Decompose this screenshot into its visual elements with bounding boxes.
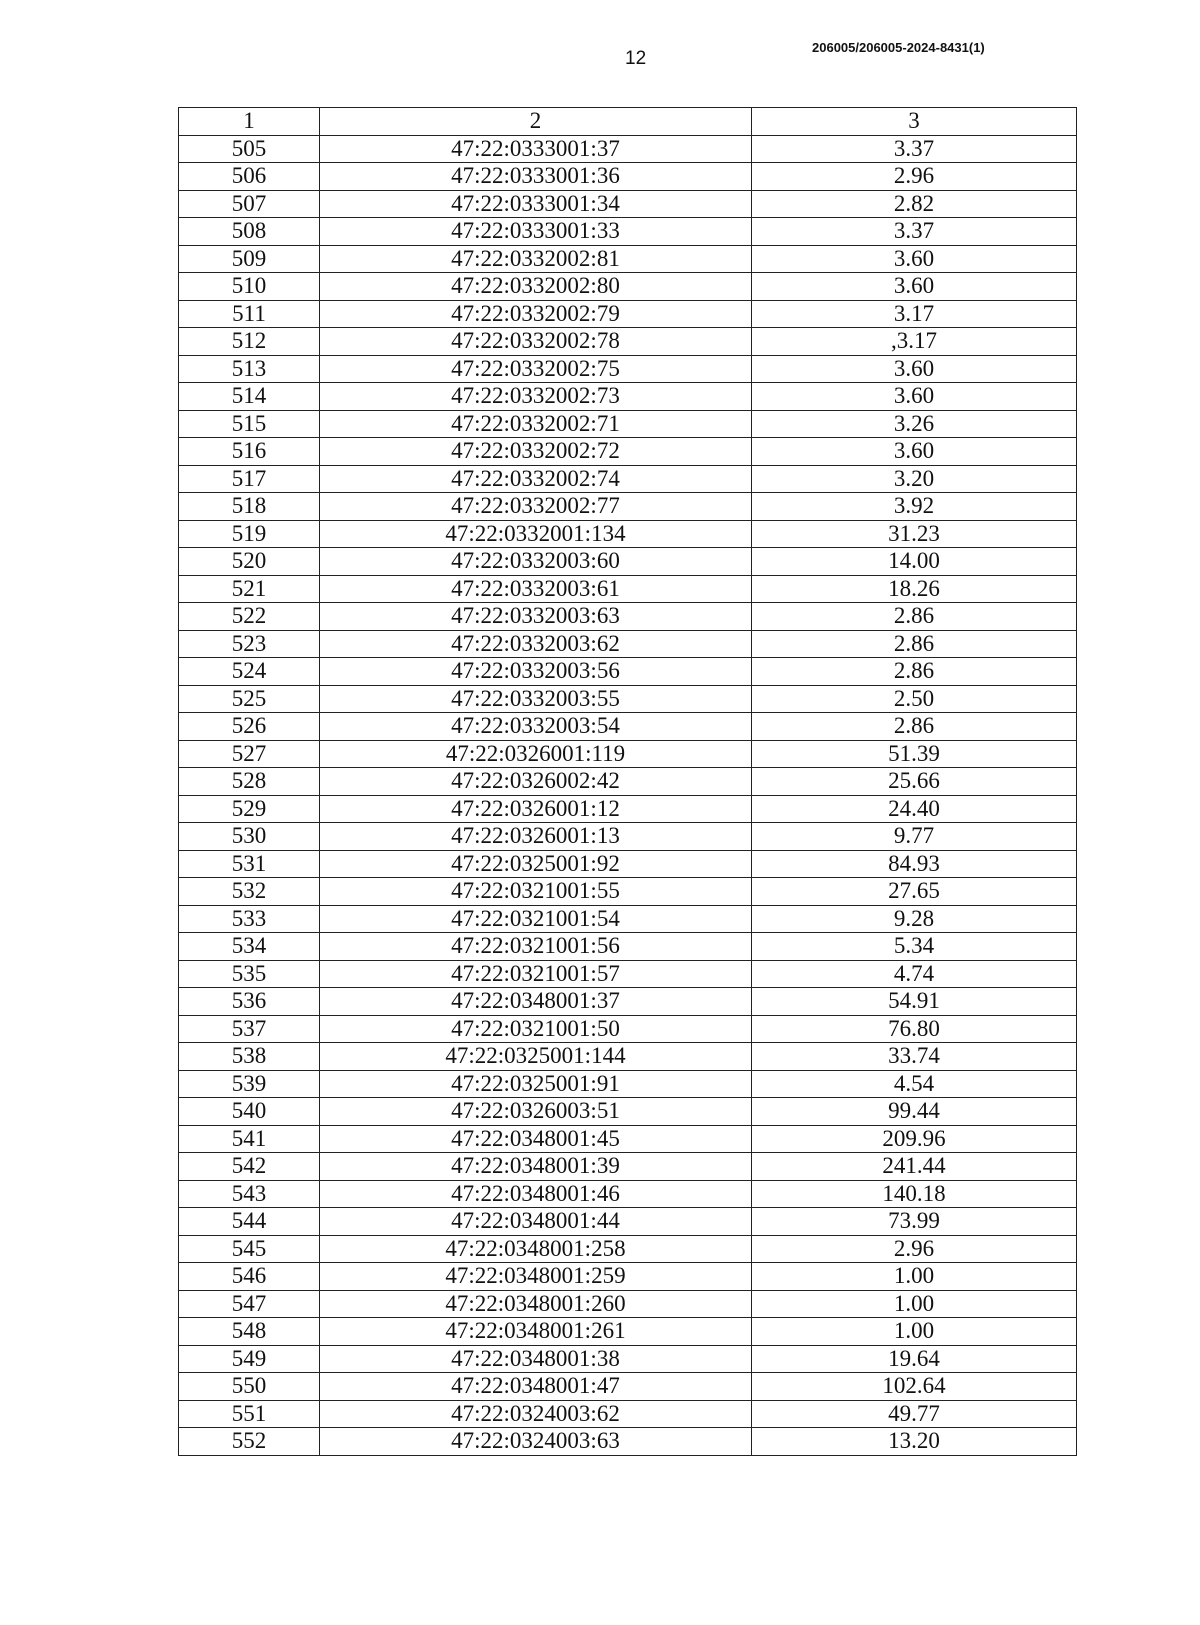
value-cell: 19.64	[752, 1345, 1077, 1373]
value-cell: 13.20	[752, 1428, 1077, 1456]
value-cell: 2.50	[752, 685, 1077, 713]
value-cell: 2.86	[752, 630, 1077, 658]
row-number-cell: 552	[179, 1428, 320, 1456]
row-number-cell: 520	[179, 548, 320, 576]
row-number-cell: 514	[179, 383, 320, 411]
table-row	[179, 1345, 1077, 1373]
cadastral-number-cell: 47:22:0321001:56	[320, 933, 752, 961]
row-number-cell: 551	[179, 1400, 320, 1428]
table-row	[179, 988, 1077, 1016]
table-row	[179, 630, 1077, 658]
cadastral-number-cell: 47:22:0348001:260	[320, 1290, 752, 1318]
value-cell: 3.37	[752, 218, 1077, 246]
row-number-cell: 507	[179, 190, 320, 218]
cadastral-number-cell: 47:22:0332003:63	[320, 603, 752, 631]
row-number-cell: 513	[179, 355, 320, 383]
row-number-cell: 508	[179, 218, 320, 246]
row-number-cell: 505	[179, 135, 320, 163]
value-cell: 3.60	[752, 355, 1077, 383]
table-row	[179, 410, 1077, 438]
table-row	[179, 1043, 1077, 1071]
cadastral-number-cell: 47:22:0325001:92	[320, 850, 752, 878]
row-number-cell: 511	[179, 300, 320, 328]
table-row	[179, 520, 1077, 548]
value-cell: 4.74	[752, 960, 1077, 988]
table-row	[179, 383, 1077, 411]
cadastral-number-cell: 47:22:0332003:56	[320, 658, 752, 686]
value-cell: 31.23	[752, 520, 1077, 548]
value-cell: 9.77	[752, 823, 1077, 851]
cadastral-number-cell: 47:22:0325001:144	[320, 1043, 752, 1071]
table-row	[179, 245, 1077, 273]
table-row	[179, 1125, 1077, 1153]
cadastral-number-cell: 47:22:0325001:91	[320, 1070, 752, 1098]
value-cell: 24.40	[752, 795, 1077, 823]
row-number-cell: 542	[179, 1153, 320, 1181]
table-row	[179, 685, 1077, 713]
value-cell: 18.26	[752, 575, 1077, 603]
table-row	[179, 300, 1077, 328]
cadastral-number-cell: 47:22:0333001:33	[320, 218, 752, 246]
page-number: 12	[625, 48, 647, 69]
row-number-cell: 534	[179, 933, 320, 961]
row-number-cell: 545	[179, 1235, 320, 1263]
cadastral-number-cell: 47:22:0326002:42	[320, 768, 752, 796]
table-row	[179, 658, 1077, 686]
value-cell: 102.64	[752, 1373, 1077, 1401]
value-cell: ,3.17	[752, 328, 1077, 356]
cadastral-number-cell: 47:22:0348001:37	[320, 988, 752, 1016]
row-number-cell: 530	[179, 823, 320, 851]
table-row	[179, 1318, 1077, 1346]
cadastral-number-cell: 47:22:0348001:45	[320, 1125, 752, 1153]
table-row	[179, 1373, 1077, 1401]
cadastral-number-cell: 47:22:0348001:261	[320, 1318, 752, 1346]
row-number-cell: 547	[179, 1290, 320, 1318]
value-cell: 3.17	[752, 300, 1077, 328]
value-cell: 3.37	[752, 135, 1077, 163]
column-header-1: 1	[179, 108, 320, 136]
table-row	[179, 740, 1077, 768]
row-number-cell: 543	[179, 1180, 320, 1208]
table-row	[179, 1208, 1077, 1236]
cadastral-number-cell: 47:22:0321001:54	[320, 905, 752, 933]
row-number-cell: 524	[179, 658, 320, 686]
table-row	[179, 1428, 1077, 1456]
table-row	[179, 823, 1077, 851]
table-row	[179, 1235, 1077, 1263]
row-number-cell: 518	[179, 493, 320, 521]
row-number-cell: 519	[179, 520, 320, 548]
table-row	[179, 768, 1077, 796]
value-cell: 9.28	[752, 905, 1077, 933]
cadastral-number-cell: 47:22:0348001:258	[320, 1235, 752, 1263]
cadastral-number-cell: 47:22:0332002:72	[320, 438, 752, 466]
value-cell: 5.34	[752, 933, 1077, 961]
row-number-cell: 526	[179, 713, 320, 741]
value-cell: 25.66	[752, 768, 1077, 796]
cadastral-number-cell: 47:22:0332002:71	[320, 410, 752, 438]
value-cell: 76.80	[752, 1015, 1077, 1043]
cadastral-number-cell: 47:22:0348001:47	[320, 1373, 752, 1401]
value-cell: 33.74	[752, 1043, 1077, 1071]
table-row	[179, 1015, 1077, 1043]
row-number-cell: 540	[179, 1098, 320, 1126]
row-number-cell: 535	[179, 960, 320, 988]
column-header-2: 2	[320, 108, 752, 136]
row-number-cell: 517	[179, 465, 320, 493]
table-row	[179, 905, 1077, 933]
table-row	[179, 1180, 1077, 1208]
table-row	[179, 273, 1077, 301]
value-cell: 84.93	[752, 850, 1077, 878]
value-cell: 3.92	[752, 493, 1077, 521]
row-number-cell: 527	[179, 740, 320, 768]
value-cell: 241.44	[752, 1153, 1077, 1181]
cadastral-number-cell: 47:22:0324003:62	[320, 1400, 752, 1428]
value-cell: 2.86	[752, 713, 1077, 741]
cadastral-number-cell: 47:22:0332003:60	[320, 548, 752, 576]
value-cell: 2.96	[752, 163, 1077, 191]
cadastral-number-cell: 47:22:0333001:34	[320, 190, 752, 218]
cadastral-number-cell: 47:22:0332002:77	[320, 493, 752, 521]
cadastral-number-cell: 47:22:0321001:50	[320, 1015, 752, 1043]
table-row	[179, 1263, 1077, 1291]
value-cell: 73.99	[752, 1208, 1077, 1236]
table-row	[179, 850, 1077, 878]
value-cell: 2.86	[752, 658, 1077, 686]
cadastral-number-cell: 47:22:0321001:57	[320, 960, 752, 988]
cadastral-number-cell: 47:22:0332002:75	[320, 355, 752, 383]
value-cell: 3.60	[752, 273, 1077, 301]
row-number-cell: 525	[179, 685, 320, 713]
row-number-cell: 539	[179, 1070, 320, 1098]
cadastral-number-cell: 47:22:0332002:73	[320, 383, 752, 411]
cadastral-number-cell: 47:22:0332003:55	[320, 685, 752, 713]
row-number-cell: 549	[179, 1345, 320, 1373]
row-number-cell: 516	[179, 438, 320, 466]
table-row	[179, 135, 1077, 163]
value-cell: 2.86	[752, 603, 1077, 631]
cadastral-number-cell: 47:22:0333001:36	[320, 163, 752, 191]
table-row	[179, 603, 1077, 631]
registry-table-container	[178, 107, 1076, 1456]
cadastral-number-cell: 47:22:0348001:259	[320, 1263, 752, 1291]
cadastral-number-cell: 47:22:0326001:13	[320, 823, 752, 851]
cadastral-number-cell: 47:22:0332002:74	[320, 465, 752, 493]
row-number-cell: 541	[179, 1125, 320, 1153]
row-number-cell: 533	[179, 905, 320, 933]
table-row	[179, 960, 1077, 988]
cadastral-number-cell: 47:22:0332002:80	[320, 273, 752, 301]
value-cell: 14.00	[752, 548, 1077, 576]
cadastral-number-cell: 47:22:0348001:38	[320, 1345, 752, 1373]
value-cell: 54.91	[752, 988, 1077, 1016]
row-number-cell: 538	[179, 1043, 320, 1071]
value-cell: 51.39	[752, 740, 1077, 768]
table-row	[179, 1290, 1077, 1318]
value-cell: 3.60	[752, 245, 1077, 273]
table-row	[179, 465, 1077, 493]
table-row	[179, 190, 1077, 218]
table-body	[179, 135, 1077, 1455]
row-number-cell: 548	[179, 1318, 320, 1346]
cadastral-number-cell: 47:22:0326001:119	[320, 740, 752, 768]
row-number-cell: 544	[179, 1208, 320, 1236]
row-number-cell: 529	[179, 795, 320, 823]
row-number-cell: 550	[179, 1373, 320, 1401]
table-row	[179, 1070, 1077, 1098]
cadastral-number-cell: 47:22:0332003:62	[320, 630, 752, 658]
value-cell: 140.18	[752, 1180, 1077, 1208]
row-number-cell: 510	[179, 273, 320, 301]
row-number-cell: 523	[179, 630, 320, 658]
cadastral-number-cell: 47:22:0326003:51	[320, 1098, 752, 1126]
row-number-cell: 515	[179, 410, 320, 438]
table-row	[179, 1400, 1077, 1428]
cadastral-number-cell: 47:22:0321001:55	[320, 878, 752, 906]
cadastral-number-cell: 47:22:0348001:44	[320, 1208, 752, 1236]
table-row	[179, 713, 1077, 741]
table-row	[179, 575, 1077, 603]
row-number-cell: 531	[179, 850, 320, 878]
value-cell: 209.96	[752, 1125, 1077, 1153]
row-number-cell: 537	[179, 1015, 320, 1043]
row-number-cell: 509	[179, 245, 320, 273]
cadastral-number-cell: 47:22:0333001:37	[320, 135, 752, 163]
row-number-cell: 532	[179, 878, 320, 906]
table-row	[179, 493, 1077, 521]
cadastral-number-cell: 47:22:0348001:39	[320, 1153, 752, 1181]
cadastral-number-cell: 47:22:0332003:54	[320, 713, 752, 741]
value-cell: 4.54	[752, 1070, 1077, 1098]
value-cell: 3.26	[752, 410, 1077, 438]
cadastral-number-cell: 47:22:0332002:78	[320, 328, 752, 356]
value-cell: 3.60	[752, 383, 1077, 411]
row-number-cell: 506	[179, 163, 320, 191]
value-cell: 2.96	[752, 1235, 1077, 1263]
value-cell: 1.00	[752, 1318, 1077, 1346]
cadastral-number-cell: 47:22:0326001:12	[320, 795, 752, 823]
row-number-cell: 528	[179, 768, 320, 796]
value-cell: 49.77	[752, 1400, 1077, 1428]
row-number-cell: 512	[179, 328, 320, 356]
table-row	[179, 1098, 1077, 1126]
table-row	[179, 355, 1077, 383]
row-number-cell: 546	[179, 1263, 320, 1291]
table-row	[179, 878, 1077, 906]
value-cell: 27.65	[752, 878, 1077, 906]
table-row	[179, 933, 1077, 961]
row-number-cell: 522	[179, 603, 320, 631]
document-reference: 206005/206005-2024-8431(1)	[812, 40, 985, 55]
cadastral-number-cell: 47:22:0332002:79	[320, 300, 752, 328]
cadastral-number-cell: 47:22:0348001:46	[320, 1180, 752, 1208]
table-row	[179, 328, 1077, 356]
value-cell: 1.00	[752, 1263, 1077, 1291]
registry-table	[178, 107, 1077, 1456]
row-number-cell: 521	[179, 575, 320, 603]
cadastral-number-cell: 47:22:0332001:134	[320, 520, 752, 548]
table-row	[179, 795, 1077, 823]
table-header-row	[179, 108, 1077, 136]
value-cell: 1.00	[752, 1290, 1077, 1318]
value-cell: 99.44	[752, 1098, 1077, 1126]
table-row	[179, 1153, 1077, 1181]
value-cell: 3.20	[752, 465, 1077, 493]
table-row	[179, 163, 1077, 191]
value-cell: 3.60	[752, 438, 1077, 466]
column-header-3: 3	[752, 108, 1077, 136]
cadastral-number-cell: 47:22:0324003:63	[320, 1428, 752, 1456]
table-row	[179, 548, 1077, 576]
table-row	[179, 438, 1077, 466]
value-cell: 2.82	[752, 190, 1077, 218]
cadastral-number-cell: 47:22:0332003:61	[320, 575, 752, 603]
table-row	[179, 218, 1077, 246]
row-number-cell: 536	[179, 988, 320, 1016]
cadastral-number-cell: 47:22:0332002:81	[320, 245, 752, 273]
